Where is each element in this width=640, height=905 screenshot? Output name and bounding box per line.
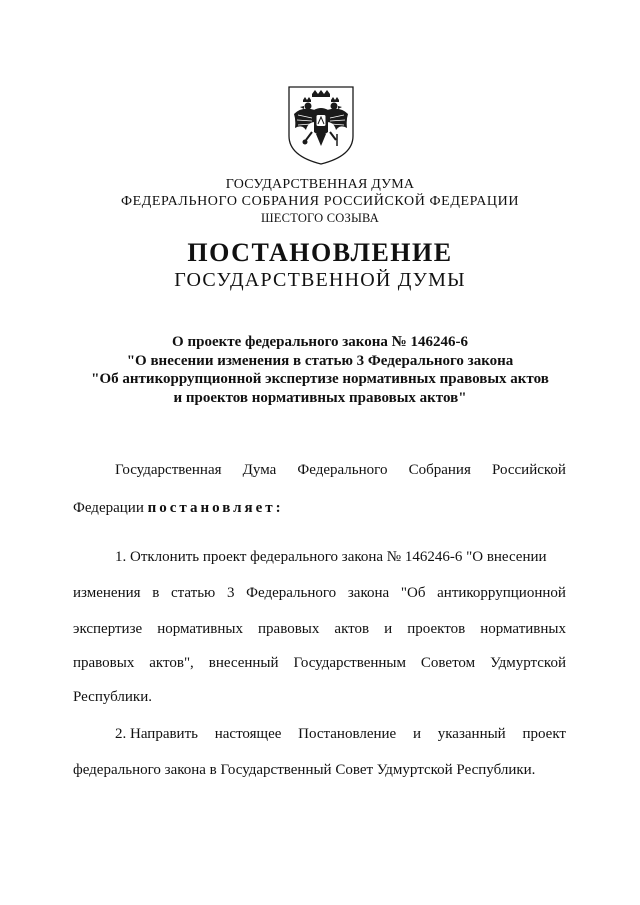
decree-word: постановляет: (147, 500, 284, 516)
word: актов", (149, 655, 194, 671)
item1-line-3 (73, 621, 566, 638)
preamble-line-1 (73, 462, 566, 479)
word: Советом (420, 655, 476, 671)
item1-line-4 (73, 655, 566, 672)
word: Собрания (408, 462, 471, 478)
word: антикоррупционной (437, 585, 566, 601)
word: Государственная (115, 462, 222, 478)
org-line-2: ФЕДЕРАЛЬНОГО СОБРАНИЯ РОССИЙСКОЙ ФЕДЕРАЦИИ (120, 194, 520, 209)
word: внесенный (208, 655, 279, 671)
preamble-line-2 (73, 500, 566, 517)
word: "Об (400, 585, 426, 601)
item2-line-2: федерального закона в Государственный Совет Удмуртской Республики. (73, 762, 536, 778)
subject-line: и проектов нормативных правовых актов" (173, 389, 467, 406)
item1-line-5: Республики. (73, 689, 152, 705)
word: Дума (242, 462, 277, 478)
word: актов (334, 621, 370, 637)
word: и (412, 726, 421, 742)
word: проектов (407, 621, 466, 637)
word: нормативных (157, 621, 243, 637)
subject-block (0, 333, 640, 407)
word: правовых (258, 621, 320, 637)
org-line-3: ШЕСТОГО СОЗЫВА (260, 211, 380, 225)
word: правовых (73, 655, 135, 671)
word: указанный (437, 726, 506, 742)
word: экспертизе (73, 621, 143, 637)
word: Постановление (298, 726, 397, 742)
word: настоящее (214, 726, 282, 742)
document-title: ПОСТАНОВЛЕНИЕ (187, 238, 453, 267)
subject-line: О проекте федерального закона № 146246-6 (172, 334, 468, 350)
word: Удмуртской (490, 655, 566, 671)
word: Российской (492, 462, 566, 478)
item1-line-2 (73, 585, 566, 602)
word: нормативных (480, 621, 566, 637)
word: изменения (73, 585, 141, 601)
word: статью (171, 585, 216, 601)
org-line-1: ГОСУДАРСТВЕННАЯ ДУМА (225, 177, 415, 192)
item2-line-1 (73, 726, 566, 743)
word: Федерального (246, 585, 337, 601)
document-subtitle: ГОСУДАРСТВЕННОЙ ДУМЫ (174, 269, 466, 291)
subject-line: "О внесении изменения в статью 3 Федерального закона (126, 352, 514, 369)
word: проект (522, 726, 566, 742)
item1-line-1: 1. Отклонить проект федерального закона № 146246-6 "О внесении (115, 549, 547, 565)
preamble-text: Федерации (73, 500, 144, 516)
subject-line: "Об антикоррупционной экспертизе нормативных правовых актов (91, 371, 549, 387)
word: в (152, 585, 160, 601)
word: Государственным (293, 655, 406, 671)
word: Федерального (297, 462, 388, 478)
word: закона (347, 585, 390, 601)
word: 2. Направить (115, 726, 198, 742)
double-headed-eagle-emblem-icon (286, 84, 356, 166)
word: и (384, 621, 393, 637)
word: 3 (226, 585, 235, 601)
